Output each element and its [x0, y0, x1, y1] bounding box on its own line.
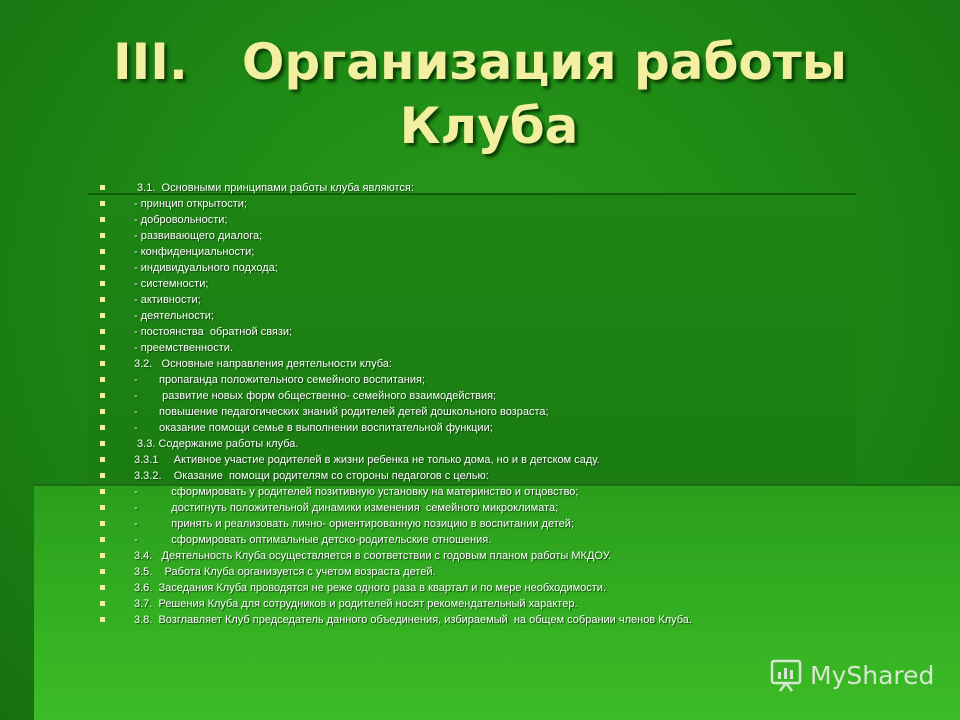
section-number: III. — [113, 33, 188, 91]
list-item-text: 3.6. Заседания Клуба проводятся не реже одного раза в квартал и по мере необходимости. — [134, 582, 606, 594]
list-item — [98, 596, 878, 612]
bullet-icon — [100, 281, 105, 286]
bullet-icon — [100, 569, 105, 574]
slide-title — [0, 30, 960, 158]
bullet-icon — [100, 617, 105, 622]
list-item-text: - сформировать оптимальные детско-родительские отношения. — [134, 534, 492, 546]
list-item-text: - принцип открытости; — [134, 198, 247, 210]
bullet-icon — [100, 361, 105, 366]
list-item — [98, 564, 878, 580]
list-item-text: - сформировать у родителей позитивную установку на материнство и отцовство; — [134, 486, 579, 498]
list-item-text: - преемственности. — [134, 342, 233, 354]
list-item — [98, 420, 878, 436]
bullet-icon — [100, 505, 105, 510]
bullet-icon — [100, 313, 105, 318]
bullet-icon — [100, 249, 105, 254]
bullet-icon — [100, 521, 105, 526]
bullet-icon — [100, 297, 105, 302]
bullet-icon — [100, 489, 105, 494]
list-item — [98, 196, 878, 212]
list-item — [98, 228, 878, 244]
list-item — [98, 260, 878, 276]
list-item-text: - активности; — [134, 294, 201, 306]
list-item-text: - постоянства обратной связи; — [134, 326, 293, 338]
list-item-text: - деятельности; — [134, 310, 214, 322]
list-item-text: 3.5. Работа Клуба организуется с учетом возраста детей. — [134, 566, 436, 578]
bullet-icon — [100, 201, 105, 206]
bullet-icon — [100, 425, 105, 430]
bullet-icon — [100, 473, 105, 478]
bullet-icon — [100, 329, 105, 334]
list-item-text: 3.3.2. Оказание помощи родителям со стороны педагогов с целью: — [134, 470, 489, 482]
myshared-logo[interactable] — [768, 656, 934, 694]
list-item-text: - развивающего диалога; — [134, 230, 263, 242]
title-line-2: Клуба — [399, 97, 579, 155]
list-item — [98, 356, 878, 372]
logo-text: MyShared — [810, 660, 935, 690]
list-item-text: - системности; — [134, 278, 209, 290]
list-item — [98, 404, 878, 420]
list-item-text: - принять и реализовать лично- ориентированную позицию в воспитании детей; — [134, 518, 575, 530]
bullet-icon — [100, 265, 105, 270]
bullet-icon — [100, 393, 105, 398]
list-item-text: - добровольности; — [134, 214, 228, 226]
list-item — [98, 244, 878, 260]
bullet-icon — [100, 409, 105, 414]
list-item — [98, 212, 878, 228]
list-item-text: - развитие новых форм общественно- семейного взаимодействия; — [134, 390, 497, 402]
list-item — [98, 180, 878, 196]
list-item — [98, 324, 878, 340]
bullet-icon — [100, 537, 105, 542]
list-item — [98, 372, 878, 388]
presentation-icon — [768, 657, 804, 693]
list-item-text: - пропаганда положительного семейного воспитания; — [134, 374, 425, 386]
list-item-text: 3.3.1 Активное участие родителей в жизни ребенка не только дома, но и в детском саду. — [134, 454, 600, 466]
list-item — [98, 468, 878, 484]
list-item — [98, 276, 878, 292]
bullet-icon — [100, 233, 105, 238]
list-item — [98, 580, 878, 596]
list-item — [98, 436, 878, 452]
list-item-text: - индивидуального подхода; — [134, 262, 278, 274]
title-line-1: Организация работы — [241, 33, 847, 91]
list-item-text: 3.8. Возглавляет Клуб председатель данного объединения, избираемый на общем собрании членов Клуба. — [134, 614, 692, 626]
list-item-text: - конфиденциальности; — [134, 246, 255, 258]
list-item — [98, 532, 878, 548]
list-item — [98, 548, 878, 564]
list-item-text: - повышение педагогических знаний родителей детей дошкольного возраста; — [134, 406, 549, 418]
list-item-text: 3.2. Основные направления деятельности клуба: — [134, 358, 392, 370]
list-item-text: 3.1. Основными принципами работы клуба являются: — [134, 182, 414, 194]
bullet-list — [98, 180, 878, 628]
list-item — [98, 292, 878, 308]
bullet-icon — [100, 441, 105, 446]
list-item-text: - оказание помощи семье в выполнении воспитательной функции; — [134, 422, 493, 434]
bullet-icon — [100, 601, 105, 606]
bullet-icon — [100, 457, 105, 462]
list-item — [98, 612, 878, 628]
list-item — [98, 308, 878, 324]
list-item-text: - достигнуть положительной динамики изменения семейного микроклимата; — [134, 502, 559, 514]
bullet-icon — [100, 377, 105, 382]
list-item — [98, 500, 878, 516]
list-item-text: 3.3. Содержание работы клуба. — [134, 438, 299, 450]
list-item — [98, 340, 878, 356]
list-item — [98, 388, 878, 404]
list-item-text: 3.7. Решения Клуба для сотрудников и родителей носят рекомендательный характер. — [134, 598, 578, 610]
bullet-icon — [100, 585, 105, 590]
list-item — [98, 452, 878, 468]
bullet-icon — [100, 345, 105, 350]
bullet-icon — [100, 217, 105, 222]
bullet-icon — [100, 185, 105, 190]
list-item-text: 3.4. Деятельность Клуба осуществляется в соответствии с годовым планом работы МКДОУ. — [134, 550, 612, 562]
list-item — [98, 484, 878, 500]
bullet-icon — [100, 553, 105, 558]
list-item — [98, 516, 878, 532]
